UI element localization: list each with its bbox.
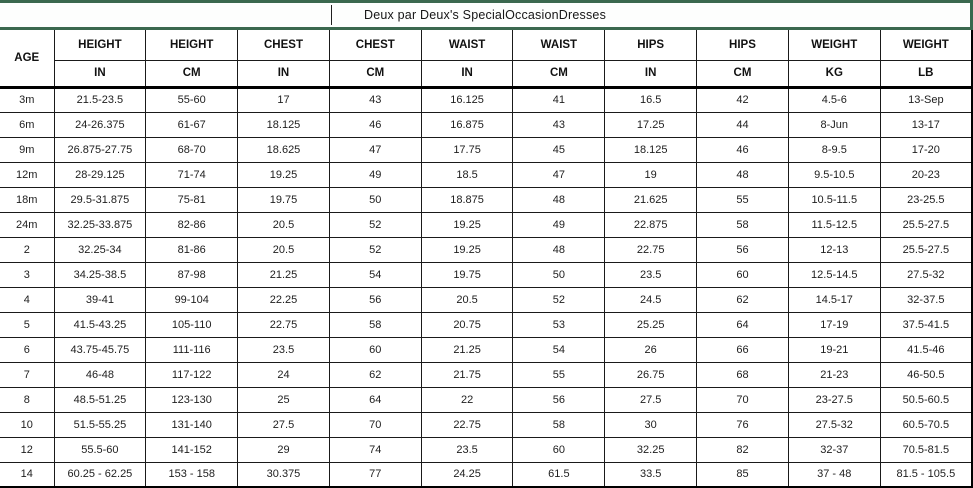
value-cell: 24.25 (421, 462, 513, 487)
value-cell: 49 (513, 212, 605, 237)
header-unit-cell: IN (238, 60, 330, 87)
value-cell: 24-26.375 (54, 112, 146, 137)
value-cell: 52 (513, 287, 605, 312)
value-cell: 26 (605, 337, 697, 362)
value-cell: 30.375 (238, 462, 330, 487)
value-cell: 27.5-32 (788, 412, 880, 437)
value-cell: 4.5-6 (788, 87, 880, 112)
value-cell: 43 (513, 112, 605, 137)
value-cell: 8-9.5 (788, 137, 880, 162)
value-cell: 20.75 (421, 312, 513, 337)
value-cell: 85 (697, 462, 789, 487)
table-row (0, 187, 972, 212)
value-cell: 13-Sep (880, 87, 972, 112)
value-cell: 55 (513, 362, 605, 387)
header-group-cell: CHEST (238, 30, 330, 60)
value-cell: 60.5-70.5 (880, 412, 972, 437)
value-cell: 77 (329, 462, 421, 487)
value-cell: 21.25 (421, 337, 513, 362)
value-cell: 141-152 (146, 437, 238, 462)
value-cell: 24 (238, 362, 330, 387)
value-cell: 56 (513, 387, 605, 412)
table-row (0, 387, 972, 412)
value-cell: 47 (329, 137, 421, 162)
value-cell: 60.25 - 62.25 (54, 462, 146, 487)
value-cell: 26.75 (605, 362, 697, 387)
value-cell: 50 (513, 262, 605, 287)
value-cell: 44 (697, 112, 789, 137)
value-cell: 20.5 (421, 287, 513, 312)
value-cell: 71-74 (146, 162, 238, 187)
value-cell: 60 (513, 437, 605, 462)
value-cell: 21.5-23.5 (54, 87, 146, 112)
value-cell: 46 (329, 112, 421, 137)
value-cell: 17-20 (880, 137, 972, 162)
age-cell: 12m (0, 162, 54, 187)
age-cell: 3m (0, 87, 54, 112)
table-row (0, 287, 972, 312)
value-cell: 18.625 (238, 137, 330, 162)
value-cell: 47 (513, 162, 605, 187)
table-row (0, 437, 972, 462)
table-row (0, 412, 972, 437)
header-group-cell: CHEST (329, 30, 421, 60)
age-cell: 5 (0, 312, 54, 337)
value-cell: 28-29.125 (54, 162, 146, 187)
value-cell: 23.5 (421, 437, 513, 462)
age-cell: 6 (0, 337, 54, 362)
value-cell: 9.5-10.5 (788, 162, 880, 187)
age-cell: 3 (0, 262, 54, 287)
value-cell: 20.5 (238, 212, 330, 237)
header-group-cell: HEIGHT (146, 30, 238, 60)
value-cell: 17-19 (788, 312, 880, 337)
value-cell: 23.5 (238, 337, 330, 362)
value-cell: 19.25 (421, 237, 513, 262)
age-cell: 8 (0, 387, 54, 412)
value-cell: 33.5 (605, 462, 697, 487)
value-cell: 105-110 (146, 312, 238, 337)
value-cell: 19.25 (421, 212, 513, 237)
value-cell: 22.75 (238, 312, 330, 337)
header-unit-cell: CM (329, 60, 421, 87)
value-cell: 22.25 (238, 287, 330, 312)
value-cell: 25.25 (605, 312, 697, 337)
value-cell: 50.5-60.5 (880, 387, 972, 412)
value-cell: 48 (697, 162, 789, 187)
value-cell: 54 (513, 337, 605, 362)
value-cell: 27.5 (605, 387, 697, 412)
value-cell: 18.875 (421, 187, 513, 212)
value-cell: 48 (513, 237, 605, 262)
table-row (0, 262, 972, 287)
value-cell: 55 (697, 187, 789, 212)
value-cell: 16.5 (605, 87, 697, 112)
header-age-cell: AGE (0, 30, 54, 87)
header-group-cell: WEIGHT (788, 30, 880, 60)
value-cell: 21.625 (605, 187, 697, 212)
value-cell: 62 (329, 362, 421, 387)
value-cell: 87-98 (146, 262, 238, 287)
value-cell: 18.125 (605, 137, 697, 162)
value-cell: 24.5 (605, 287, 697, 312)
value-cell: 12.5-14.5 (788, 262, 880, 287)
header-group-cell: WAIST (421, 30, 513, 60)
value-cell: 61.5 (513, 462, 605, 487)
header-group-cell: HIPS (697, 30, 789, 60)
header-unit-cell: CM (697, 60, 789, 87)
value-cell: 62 (697, 287, 789, 312)
value-cell: 54 (329, 262, 421, 287)
value-cell: 111-116 (146, 337, 238, 362)
value-cell: 32-37.5 (880, 287, 972, 312)
table-row (0, 337, 972, 362)
value-cell: 25 (238, 387, 330, 412)
value-cell: 12-13 (788, 237, 880, 262)
value-cell: 17 (238, 87, 330, 112)
value-cell: 68 (697, 362, 789, 387)
value-cell: 13-17 (880, 112, 972, 137)
table-row (0, 312, 972, 337)
age-cell: 14 (0, 462, 54, 487)
value-cell: 56 (329, 287, 421, 312)
table-body (0, 87, 972, 487)
value-cell: 14.5-17 (788, 287, 880, 312)
header-unit-cell: CM (513, 60, 605, 87)
value-cell: 11.5-12.5 (788, 212, 880, 237)
value-cell: 60 (329, 337, 421, 362)
value-cell: 55-60 (146, 87, 238, 112)
table-row (0, 137, 972, 162)
value-cell: 66 (697, 337, 789, 362)
value-cell: 53 (513, 312, 605, 337)
table-row (0, 212, 972, 237)
value-cell: 76 (697, 412, 789, 437)
value-cell: 52 (329, 237, 421, 262)
value-cell: 27.5-32 (880, 262, 972, 287)
value-cell: 43.75-45.75 (54, 337, 146, 362)
value-cell: 41.5-43.25 (54, 312, 146, 337)
table-row (0, 237, 972, 262)
value-cell: 19-21 (788, 337, 880, 362)
chart-title-bar (0, 0, 973, 30)
value-cell: 29.5-31.875 (54, 187, 146, 212)
header-unit-cell: IN (605, 60, 697, 87)
table-row (0, 87, 972, 112)
value-cell: 25.5-27.5 (880, 237, 972, 262)
header-unit-cell: IN (54, 60, 146, 87)
age-cell: 9m (0, 137, 54, 162)
value-cell: 117-122 (146, 362, 238, 387)
header-group-cell: WAIST (513, 30, 605, 60)
value-cell: 34.25-38.5 (54, 262, 146, 287)
value-cell: 10.5-11.5 (788, 187, 880, 212)
header-unit-cell: KG (788, 60, 880, 87)
value-cell: 26.875-27.75 (54, 137, 146, 162)
age-cell: 4 (0, 287, 54, 312)
value-cell: 123-130 (146, 387, 238, 412)
value-cell: 32.25-33.875 (54, 212, 146, 237)
value-cell: 42 (697, 87, 789, 112)
value-cell: 58 (329, 312, 421, 337)
value-cell: 23-25.5 (880, 187, 972, 212)
value-cell: 19.25 (238, 162, 330, 187)
table-row (0, 162, 972, 187)
value-cell: 68-70 (146, 137, 238, 162)
value-cell: 49 (329, 162, 421, 187)
table-row (0, 462, 972, 487)
header-unit-cell: LB (880, 60, 972, 87)
value-cell: 41.5-46 (880, 337, 972, 362)
value-cell: 82-86 (146, 212, 238, 237)
value-cell: 45 (513, 137, 605, 162)
value-cell: 64 (697, 312, 789, 337)
value-cell: 32.25 (605, 437, 697, 462)
table-head (0, 30, 972, 87)
value-cell: 99-104 (146, 287, 238, 312)
value-cell: 51.5-55.25 (54, 412, 146, 437)
value-cell: 81.5 - 105.5 (880, 462, 972, 487)
header-unit-cell: CM (146, 60, 238, 87)
header-group-cell: HIPS (605, 30, 697, 60)
header-groups-row (0, 30, 972, 60)
title-cell-divider (331, 5, 332, 25)
value-cell: 18.5 (421, 162, 513, 187)
value-cell: 22 (421, 387, 513, 412)
value-cell: 55.5-60 (54, 437, 146, 462)
value-cell: 153 - 158 (146, 462, 238, 487)
value-cell: 8-Jun (788, 112, 880, 137)
value-cell: 46-50.5 (880, 362, 972, 387)
value-cell: 17.25 (605, 112, 697, 137)
value-cell: 58 (697, 212, 789, 237)
value-cell: 81-86 (146, 237, 238, 262)
value-cell: 21.25 (238, 262, 330, 287)
age-cell: 10 (0, 412, 54, 437)
value-cell: 23.5 (605, 262, 697, 287)
value-cell: 20-23 (880, 162, 972, 187)
value-cell: 75-81 (146, 187, 238, 212)
value-cell: 61-67 (146, 112, 238, 137)
value-cell: 19.75 (238, 187, 330, 212)
value-cell: 16.875 (421, 112, 513, 137)
value-cell: 70.5-81.5 (880, 437, 972, 462)
value-cell: 32.25-34 (54, 237, 146, 262)
age-cell: 2 (0, 237, 54, 262)
value-cell: 48 (513, 187, 605, 212)
value-cell: 32-37 (788, 437, 880, 462)
value-cell: 21-23 (788, 362, 880, 387)
header-group-cell: WEIGHT (880, 30, 972, 60)
value-cell: 52 (329, 212, 421, 237)
value-cell: 56 (697, 237, 789, 262)
age-cell: 7 (0, 362, 54, 387)
table-row (0, 362, 972, 387)
value-cell: 22.75 (421, 412, 513, 437)
value-cell: 50 (329, 187, 421, 212)
value-cell: 19 (605, 162, 697, 187)
value-cell: 22.75 (605, 237, 697, 262)
value-cell: 64 (329, 387, 421, 412)
value-cell: 41 (513, 87, 605, 112)
value-cell: 48.5-51.25 (54, 387, 146, 412)
value-cell: 60 (697, 262, 789, 287)
value-cell: 19.75 (421, 262, 513, 287)
value-cell: 18.125 (238, 112, 330, 137)
value-cell: 17.75 (421, 137, 513, 162)
value-cell: 37 - 48 (788, 462, 880, 487)
header-group-cell: HEIGHT (54, 30, 146, 60)
value-cell: 131-140 (146, 412, 238, 437)
age-cell: 12 (0, 437, 54, 462)
value-cell: 30 (605, 412, 697, 437)
value-cell: 21.75 (421, 362, 513, 387)
value-cell: 58 (513, 412, 605, 437)
table-row (0, 112, 972, 137)
value-cell: 74 (329, 437, 421, 462)
value-cell: 46 (697, 137, 789, 162)
size-chart-table (0, 30, 973, 488)
age-cell: 24m (0, 212, 54, 237)
value-cell: 39-41 (54, 287, 146, 312)
value-cell: 16.125 (421, 87, 513, 112)
value-cell: 20.5 (238, 237, 330, 262)
age-cell: 18m (0, 187, 54, 212)
value-cell: 70 (329, 412, 421, 437)
value-cell: 46-48 (54, 362, 146, 387)
header-unit-cell: IN (421, 60, 513, 87)
value-cell: 29 (238, 437, 330, 462)
value-cell: 27.5 (238, 412, 330, 437)
value-cell: 22.875 (605, 212, 697, 237)
value-cell: 25.5-27.5 (880, 212, 972, 237)
value-cell: 70 (697, 387, 789, 412)
value-cell: 37.5-41.5 (880, 312, 972, 337)
value-cell: 82 (697, 437, 789, 462)
chart-title: Deux par Deux's SpecialOccasionDresses (363, 8, 607, 22)
value-cell: 43 (329, 87, 421, 112)
age-cell: 6m (0, 112, 54, 137)
header-units-row (0, 60, 972, 87)
value-cell: 23-27.5 (788, 387, 880, 412)
